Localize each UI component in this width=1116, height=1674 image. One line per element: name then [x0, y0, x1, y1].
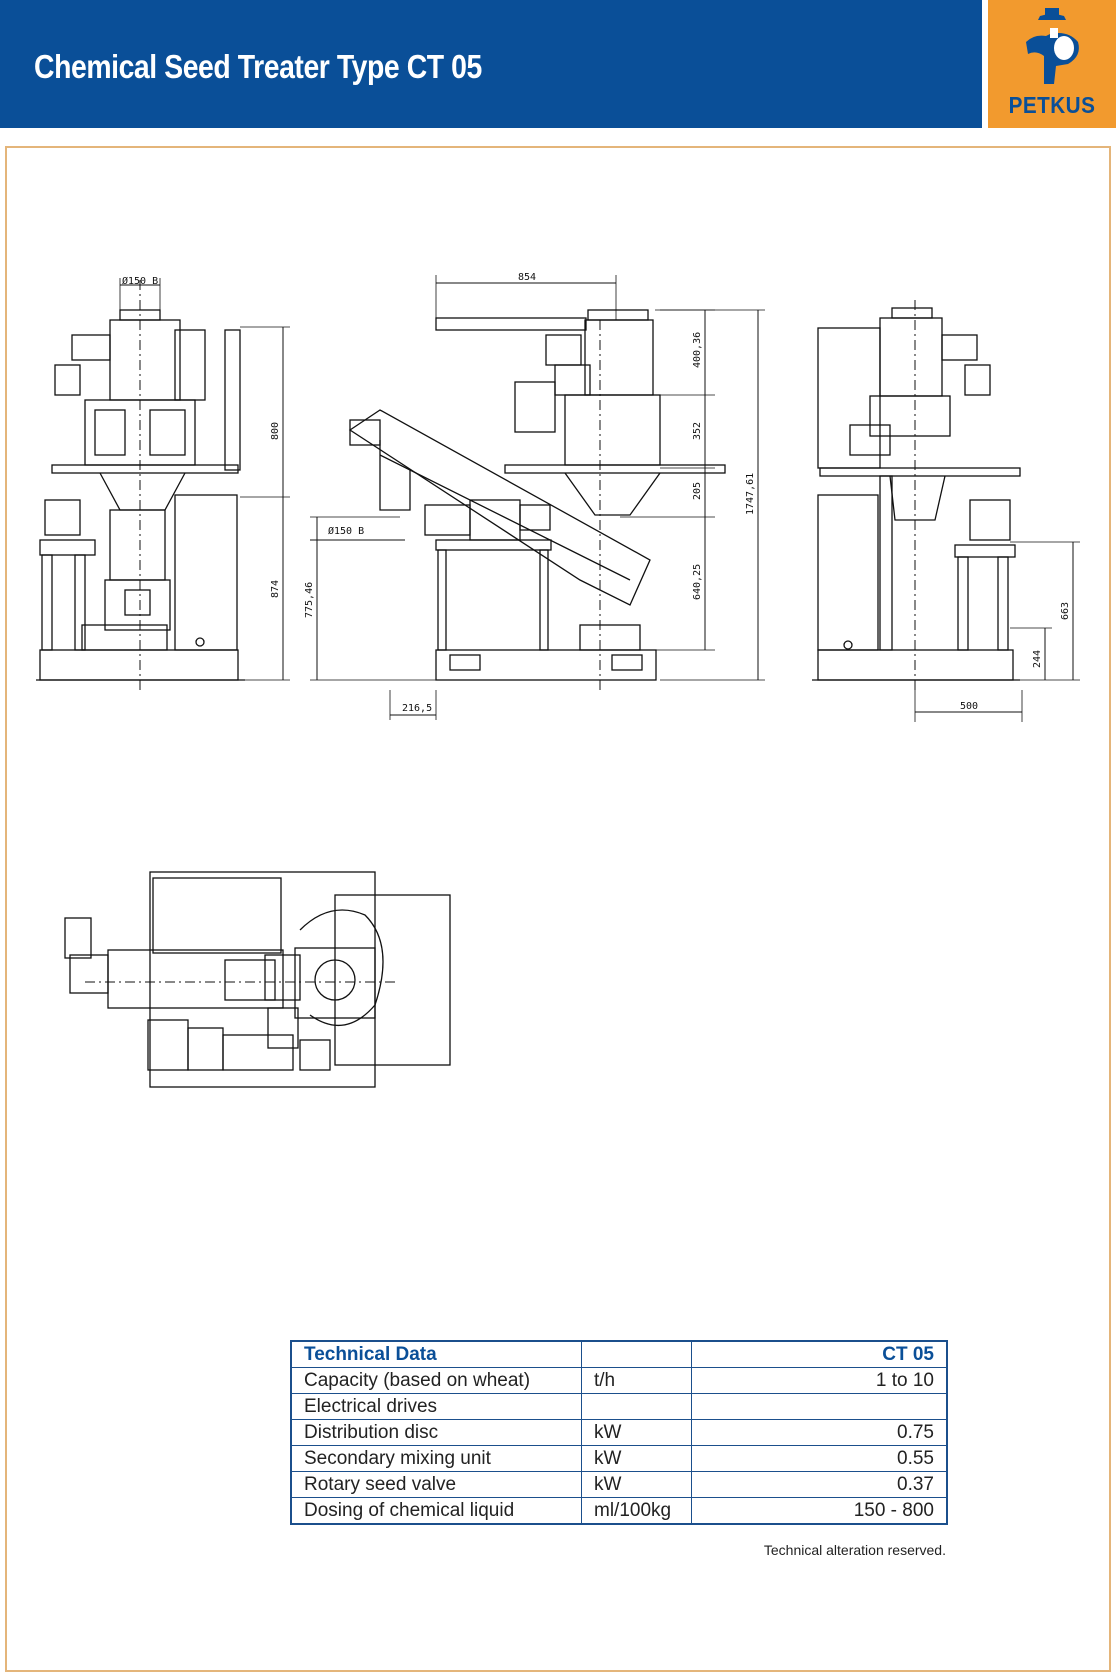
dim-front-h-lower: 874: [270, 579, 281, 598]
row-value: [692, 1394, 948, 1420]
row-value: 0.37: [692, 1472, 948, 1498]
footnote: Technical alteration reserved.: [763, 1542, 946, 1558]
dim-side-width-top: 854: [518, 272, 537, 283]
dim-front-top-diameter: Ø150 B: [122, 276, 159, 287]
row-label: Capacity (based on wheat): [291, 1368, 582, 1394]
dim-side-h-a: 400,36: [692, 331, 703, 368]
header-unit: [582, 1341, 692, 1368]
row-unit: t/h: [582, 1368, 692, 1394]
row-unit: [582, 1394, 692, 1420]
row-value: 0.75: [692, 1420, 948, 1446]
row-value: 150 - 800: [692, 1498, 948, 1525]
front-view-drawing: [36, 278, 290, 690]
table-row: [291, 1446, 947, 1472]
dim-side-inlet-diameter: Ø150 B: [328, 526, 365, 537]
row-unit: kW: [582, 1472, 692, 1498]
table-row: [291, 1498, 947, 1525]
row-label: Distribution disc: [291, 1420, 582, 1446]
table-row: [291, 1472, 947, 1498]
dim-rear-width: 500: [960, 701, 979, 712]
dim-side-h-inlet: 775,46: [304, 581, 315, 618]
row-label: Secondary mixing unit: [291, 1446, 582, 1472]
brand-name: PETKUS: [1008, 92, 1096, 118]
dim-side-h-d: 640,25: [692, 563, 703, 600]
dim-side-h-b: 352: [692, 421, 703, 440]
dim-side-h-c: 205: [692, 481, 703, 500]
row-value: 1 to 10: [692, 1368, 948, 1394]
header-label: Technical Data: [291, 1341, 582, 1368]
table-row: [291, 1394, 947, 1420]
row-label: Electrical drives: [291, 1394, 582, 1420]
row-label: Rotary seed valve: [291, 1472, 582, 1498]
row-label: Dosing of chemical liquid: [291, 1498, 582, 1525]
page-title: Chemical Seed Treater Type CT 05: [34, 48, 482, 85]
technical-data-table: [290, 1340, 948, 1525]
dim-rear-h-lower: 244: [1032, 649, 1043, 668]
table-header-row: [291, 1341, 947, 1368]
top-view-drawing: [65, 872, 450, 1087]
row-value: 0.55: [692, 1446, 948, 1472]
row-unit: kW: [582, 1446, 692, 1472]
row-unit: ml/100kg: [582, 1498, 692, 1525]
dim-side-offset: 216,5: [402, 703, 433, 714]
row-unit: kW: [582, 1420, 692, 1446]
dim-front-h-upper: 800: [270, 421, 281, 440]
dim-side-h-total: 1747,61: [745, 472, 756, 515]
table-row: [291, 1420, 947, 1446]
table-row: [291, 1368, 947, 1394]
header-value: CT 05: [692, 1341, 948, 1368]
dim-rear-h-total: 663: [1060, 601, 1071, 620]
